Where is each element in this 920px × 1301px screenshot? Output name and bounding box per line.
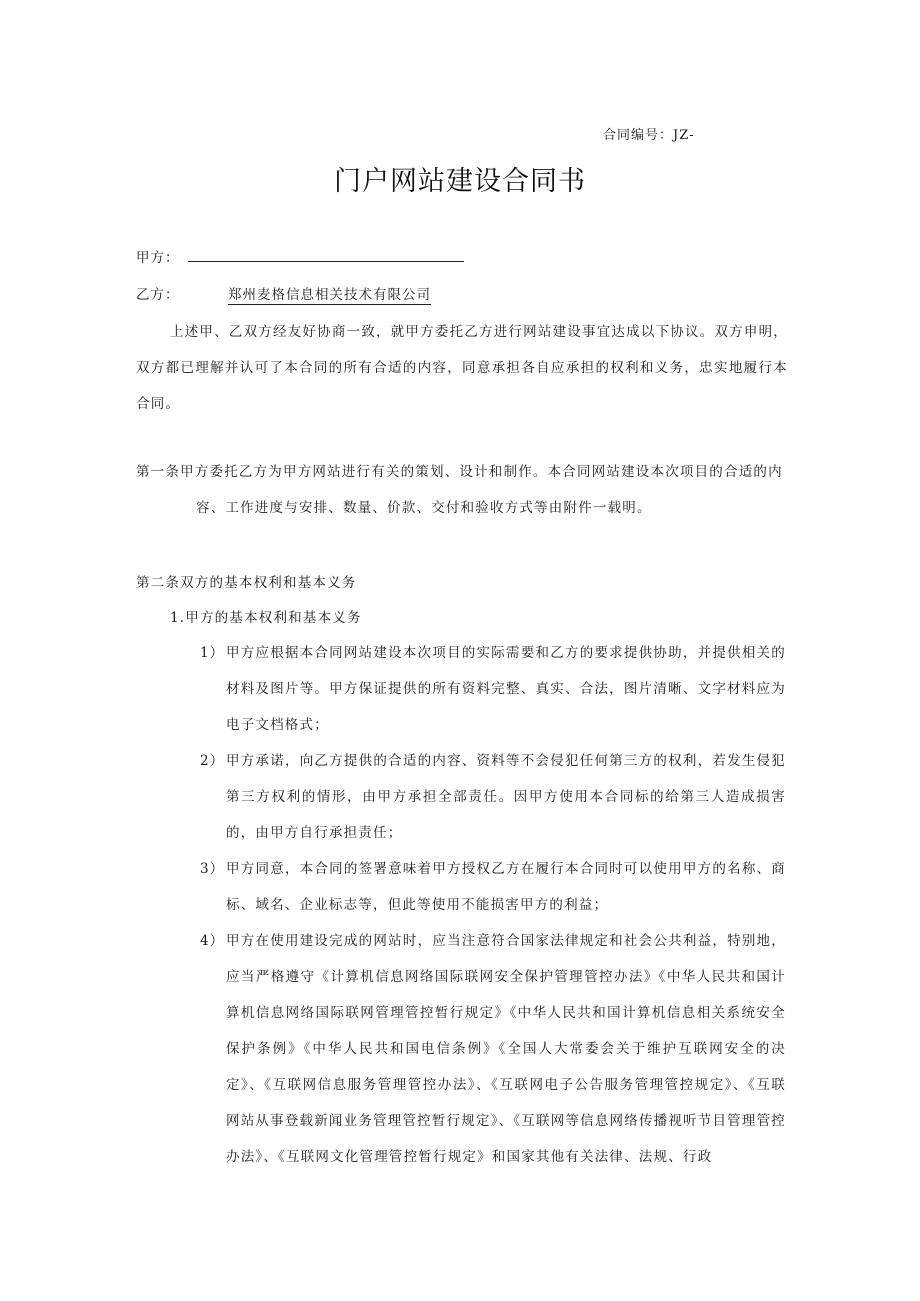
list-item-text: 甲方在使用建设完成的网站时，应当注意符合国家法律规定和社会公共利益，特别地，应当严格遵守《计算机信息网络国际联网安全保护管理管控办法》《中华人民共和国计算机信息网络国际联网管理管控暂行规定》《中华人民共和国计算机信息相关系统安全保护条例》《中华人民共和国电信条例》《全国人大常委会关于维护互联网安全的决定》、《互联网信息服务管理管控办法》、《互联网电子公告服务管理管控规定》、《互联网站从事登载新闻业务管理管控暂行规定》、《互联网等信息网络传播视听节目管理管控办法》、《互联网文化管理管控暂行规定》和国家其他有关法律、法规、行政 (226, 933, 786, 1165)
party-b-label: 乙方： (136, 287, 180, 303)
party-a-label: 甲方： (136, 250, 180, 266)
party-b-row (136, 283, 431, 303)
party-b-company-name: 郑州麦格信息相关技术有限公司 (228, 283, 431, 305)
article-1-line-2: 容、工作进度与安排、数量、价款、交付和验收方式等由附件一载明。 (196, 500, 652, 516)
contract-number: 合同编号：JZ- (603, 128, 695, 143)
list-item-number: 4） (200, 933, 225, 949)
list-item-text: 甲方承诺，向乙方提供的合适的内容、资料等不会侵犯任何第三方的权利，若发生侵犯第三方权利的情形，由甲方承担全部责任。因甲方使用本合同标的给第三人造成损害的，由甲方自行承担责任； (226, 753, 786, 841)
article-1 (136, 454, 788, 526)
party-a-row (136, 246, 180, 266)
list-item-number: 3） (200, 861, 225, 877)
party-a-blank-line (188, 261, 464, 262)
intro-paragraph: 上述甲、乙双方经友好协商一致，就甲方委托乙方进行网站建设事宜达成以下协议。双方申明，双方都已理解并认可了本合同的所有合适的内容，同意承担各自应承担的权利和义务，忠实地履行本合同。 (136, 324, 788, 412)
list-item-text: 甲方同意，本合同的签署意味着甲方授权乙方在履行本合同时可以使用甲方的名称、商标、域名、企业标志等，但此等使用不能损害甲方的利益； (226, 861, 786, 913)
list-item-number: 2） (200, 753, 225, 769)
article-1-line-1: 第一条甲方委托乙方为甲方网站进行有关的策划、设计和制作。本合同网站建设本次项目的合适的内 (136, 464, 783, 480)
article-2-sub-1-heading: 1.甲方的基本权利和基本义务 (170, 610, 362, 626)
list-item-text: 甲方应根据本合同网站建设本次项目的实际需要和乙方的要求提供协助，并提供相关的材料及图片等。甲方保证提供的所有资料完整、真实、合法，图片清晰、文字材料应为电子文档格式； (226, 645, 786, 733)
article-2-heading: 第二条双方的基本权利和基本义务 (136, 575, 357, 591)
list-item-number: 1） (200, 645, 225, 661)
document-title: 门户网站建设合同书 (334, 166, 586, 197)
